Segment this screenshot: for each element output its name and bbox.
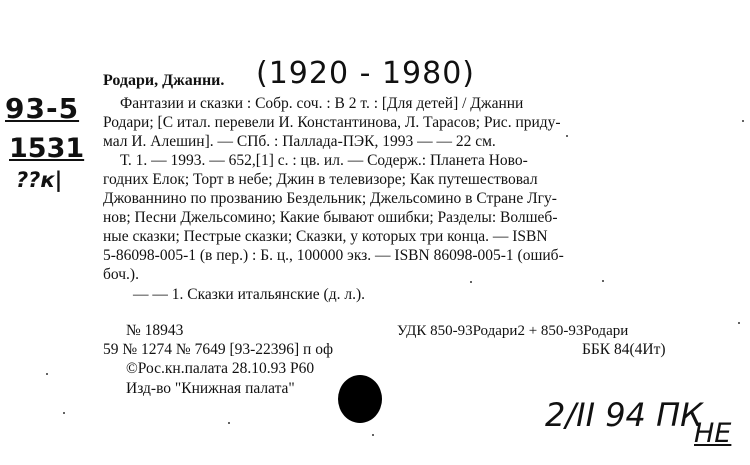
registry-line-3: ©Рос.кн.палата 28.10.93 Р60	[126, 360, 315, 377]
scan-speck	[63, 412, 65, 414]
volume-line-1: Т. 1. — 1993. — 652,[1] с. : цв. ил. — Содерж.: Планета Ново-	[120, 152, 528, 169]
volume-line-4: нов; Песни Джельсомино; Какие бывают ошибки; Разделы: Волшеб-	[103, 209, 558, 226]
volume-line-2: годних Елок; Торт в небе; Джин в телевизоре; Как путешествовал	[103, 171, 538, 188]
initials-mark: НЕ	[694, 418, 732, 449]
record-number: № 18943	[126, 322, 184, 339]
scan-speck	[46, 373, 48, 375]
volume-line-5: ные сказки; Пестрые сказки; Сказки, у которых три конца. — ISBN	[103, 228, 548, 245]
author-heading: Родари, Джанни.	[103, 72, 225, 89]
scan-speck	[602, 280, 604, 282]
scan-speck	[742, 120, 744, 122]
ink-blot	[338, 375, 382, 423]
scan-speck	[738, 322, 740, 324]
description-line-2: Родари; [С итал. перевели И. Константинова, Л. Тарасов; Рис. приду-	[103, 114, 561, 131]
scan-speck	[372, 434, 374, 436]
scan-speck	[566, 135, 568, 137]
subject-heading: — — 1. Сказки итальянские (д. л.).	[133, 286, 365, 303]
margin-note-3: ??к|	[16, 168, 63, 192]
publisher-line: Изд-во "Книжная палата"	[126, 380, 295, 397]
volume-line-7: боч.).	[103, 266, 139, 283]
scan-speck	[470, 281, 472, 283]
udk-code: УДК 850-93Родари2 + 850-93Родари	[397, 323, 629, 339]
margin-note-2: 1531	[9, 133, 85, 164]
scan-speck	[228, 422, 230, 424]
date-mark: 2/II 94 ПК	[545, 396, 703, 434]
description-line-1: Фантазии и сказки : Собр. соч. : В 2 т. : [Для детей] / Джанни	[120, 95, 524, 112]
margin-note-1: 93-5	[5, 92, 80, 125]
registry-line-2: 59 № 1274 № 7649 [93-22396] п оф	[103, 341, 334, 358]
volume-line-6: 5-86098-005-1 (в пер.) : Б. ц., 100000 экз. — ISBN 86098-005-1 (ошиб-	[103, 247, 564, 264]
description-line-3: мал И. Алешин]. — СПб. : Паллада-ПЭК, 1993 — — 22 см.	[103, 133, 496, 150]
volume-line-3: Джованнино по прозванию Бездельник; Джельсомино в Стране Лгу-	[103, 190, 557, 207]
bbk-code: ББК 84(4Ит)	[582, 341, 666, 358]
handwritten-dates: (1920 - 1980)	[256, 56, 476, 91]
